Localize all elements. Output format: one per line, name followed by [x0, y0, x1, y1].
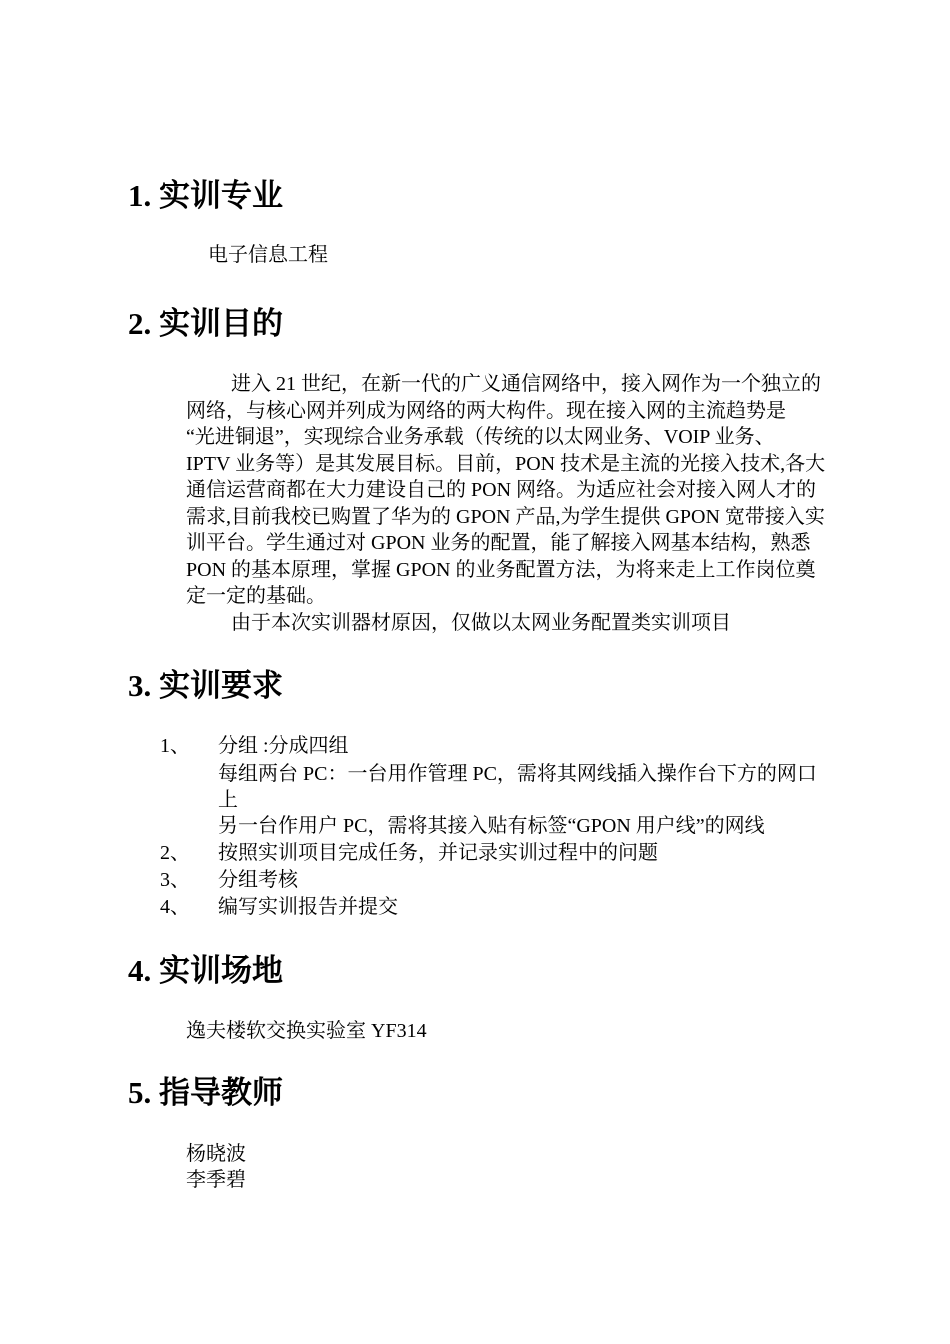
- section-heading-instructors: 5. 指导教师: [128, 1075, 283, 1110]
- list-number: 2、: [160, 842, 190, 864]
- section-heading-purpose: 2. 实训目的: [128, 306, 283, 341]
- purpose-line: 网络，与核心网并列成为网络的两大构件。现在接入网的主流趋势是: [186, 399, 786, 422]
- purpose-paragraph: [186, 371, 906, 636]
- venue-name: 逸夫楼软交换实验室 YF314: [186, 1020, 427, 1042]
- instructor-name: 李季碧: [186, 1169, 246, 1191]
- purpose-note: 由于本次实训器材原因，仅做以太网业务配置类实训项目: [231, 611, 731, 634]
- instructor-name: 杨晓波: [186, 1143, 246, 1165]
- purpose-line: 需求,目前我校已购置了华为的 GPON 产品,为学生提供 GPON 宽带接入实: [186, 505, 825, 528]
- list-item-text: 分组 :分成四组: [218, 735, 349, 757]
- list-item-text: 每组两台 PC：一台用作管理 PC，需将其网线插入操作台下方的网口: [218, 763, 817, 785]
- list-item-text: 分组考核: [218, 869, 298, 891]
- purpose-line: 通信运营商都在大力建设自己的 PON 网络。为适应社会对接入网人才的: [186, 479, 817, 501]
- list-item-text: 编写实训报告并提交: [218, 896, 398, 918]
- section-heading-major: 1. 实训专业: [128, 178, 283, 213]
- purpose-line: 进入 21 世纪，在新一代的广义通信网络中，接入网作为一个独立的: [231, 373, 821, 395]
- list-number: 3、: [160, 869, 190, 891]
- section-heading-venue: 4. 实训场地: [128, 953, 283, 988]
- purpose-line: 定一定的基础。: [186, 585, 326, 607]
- list-number: 1、: [160, 735, 190, 757]
- purpose-line: IPTV 业务等）是其发展目标。目前，PON 技术是主流的光接入技术,各大: [186, 452, 826, 475]
- purpose-line: 训平台。学生通过对 GPON 业务的配置，能了解接入网基本结构，熟悉: [186, 532, 811, 554]
- purpose-line: PON 的基本原理，掌握 GPON 的业务配置方法，为将来走上工作岗位奠: [186, 558, 816, 581]
- list-number: 4、: [160, 896, 190, 918]
- list-item-text: 上: [218, 789, 238, 811]
- purpose-line: “光进铜退”，实现综合业务承载（传统的以太网业务、VOIP 业务、: [186, 426, 775, 448]
- list-item-text: 按照实训项目完成任务，并记录实训过程中的问题: [218, 842, 658, 864]
- list-item-text: 另一台作用户 PC，需将其接入贴有标签“GPON 用户线”的网线: [218, 815, 765, 837]
- major-name: 电子信息工程: [208, 244, 328, 266]
- section-heading-requirements: 3. 实训要求: [128, 668, 283, 703]
